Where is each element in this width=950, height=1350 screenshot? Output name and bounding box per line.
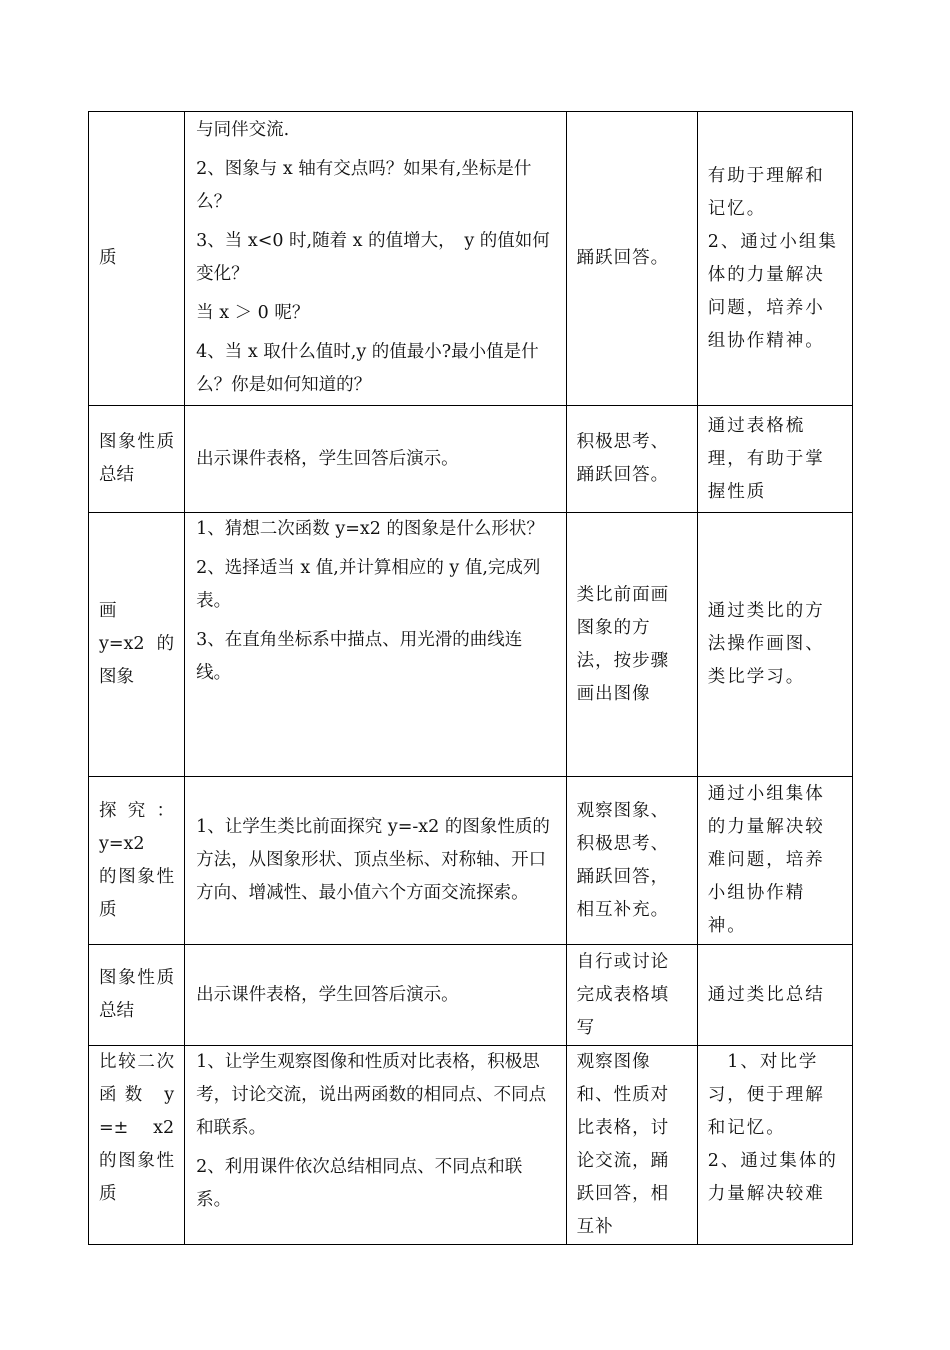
teacher-line: 1、猜想二次函数 y=x2 的图象是什么形状？ (196, 519, 544, 539)
teacher-line: 1、让学生观察图像和性质对比表格，积极思考，讨论交流，说出两函数的相同点、不同点和联系。 (196, 1052, 547, 1138)
teacher-line: 2、选择适当 x 值,并计算相应的 y 值,完成列表。 (196, 558, 541, 611)
teacher-activity-cell (185, 777, 566, 945)
table-row (89, 945, 853, 1046)
teacher-line: 2、利用课件依次总结相同点、不同点和联系。 (196, 1157, 523, 1210)
teacher-line: 2、图象与 x 轴有交点吗？如果有,坐标是什么？ (196, 159, 532, 212)
teacher-line: 当 x ＞ 0 呢？ (196, 303, 310, 323)
student-activity-cell: 自行或讨论完成表格填写 (566, 945, 697, 1046)
teacher-line: 出示课件表格，学生回答后演示。 (196, 448, 459, 469)
teacher-activity-cell (185, 1046, 566, 1245)
design-purpose-cell: 通过小组集体的力量解决较难问题，培养小组协作精神。 (697, 777, 852, 945)
teacher-line: 4、当 x 取什么值时,y 的值最小?最小值是什么？你是如何知道的？ (196, 342, 539, 395)
teacher-activity-cell (185, 406, 566, 513)
table-row (89, 777, 853, 945)
teacher-activity-cell (185, 945, 566, 1046)
table-row (89, 513, 853, 777)
stage-cell: 画 y=x2 的图象 (89, 513, 185, 777)
student-activity-cell: 类比前面画图象的方法，按步骤画出图像 (566, 513, 697, 777)
teacher-line: 出示课件表格，学生回答后演示。 (196, 984, 459, 1005)
design-purpose-cell: 1、对比学习，便于理解和记忆。 2、通过集体的力量解决较难 (697, 1046, 852, 1245)
teacher-line: 1、让学生类比前面探究 y=-x2 的图象性质的方法，从图象形状、顶点坐标、对称轴、开口方向、增减性、最小值六个方面交流探索。 (196, 817, 550, 903)
student-activity-cell: 观察图像和、性质对比表格，讨论交流，踊跃回答，相互补 (566, 1046, 697, 1245)
stage-cell: 探究：y=x2 的图象性质 (89, 777, 185, 945)
student-activity-cell: 观察图象、积极思考、踊跃回答，相互补充。 (566, 777, 697, 945)
teacher-line: 与同伴交流. (196, 120, 290, 140)
teacher-line: 3、在直角坐标系中描点、用光滑的曲线连线。 (196, 630, 523, 683)
teacher-activity-cell (185, 513, 566, 777)
stage-cell: 图象性质总结 (89, 406, 185, 513)
table-row (89, 112, 853, 406)
teacher-activity-cell (185, 112, 566, 406)
student-activity-cell: 踊跃回答。 (566, 112, 697, 406)
lesson-plan-table (88, 111, 853, 1245)
stage-cell: 图象性质总结 (89, 945, 185, 1046)
student-activity-cell: 积极思考、踊跃回答。 (566, 406, 697, 513)
design-purpose-cell: 通过类比的方法操作画图、类比学习。 (697, 513, 852, 777)
design-purpose-cell: 有助于理解和记忆。 2、通过小组集体的力量解决问题，培养小组协作精神。 (697, 112, 852, 406)
table-row (89, 1046, 853, 1245)
design-purpose-cell: 通过类比总结 (697, 945, 852, 1046)
stage-cell: 质 (89, 112, 185, 406)
teacher-line: 3、当 x<0 时,随着 x 的值增大， y 的值如何变化？ (196, 231, 550, 284)
design-purpose-cell: 通过表格梳理，有助于掌握性质 (697, 406, 852, 513)
table-row (89, 406, 853, 513)
stage-cell: 比较二次函数 y =± x2 的图象性质 (89, 1046, 185, 1245)
